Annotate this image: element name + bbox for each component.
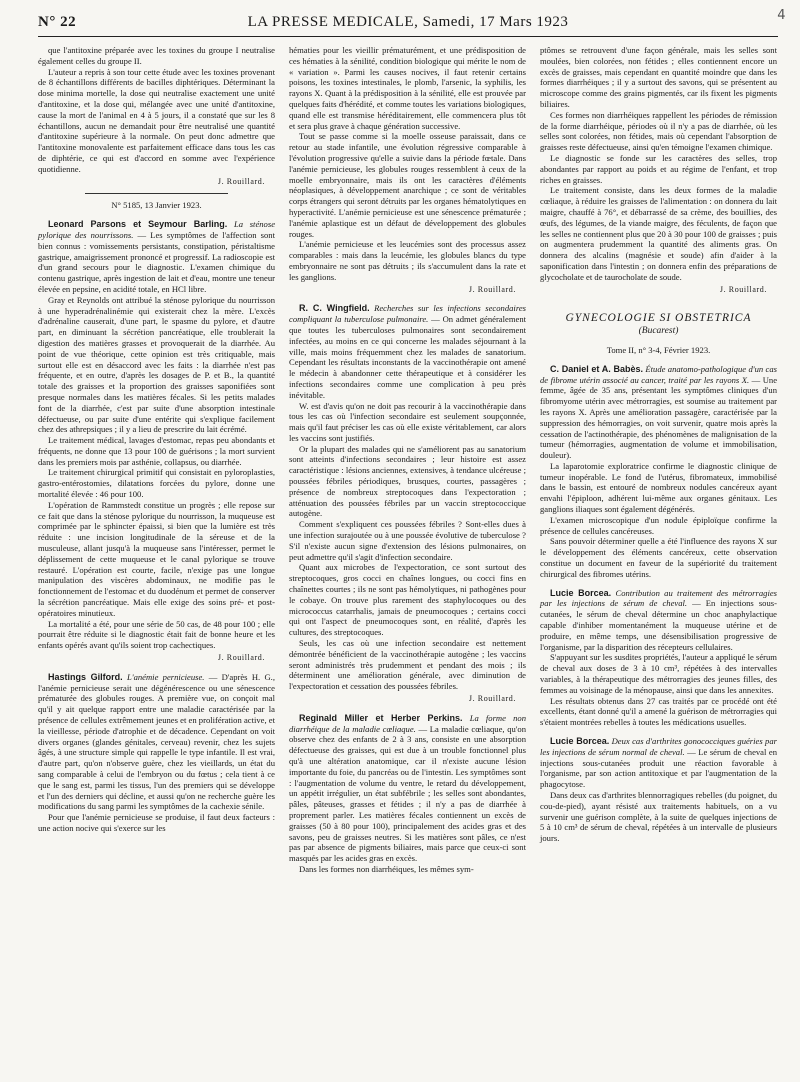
article-title: La forme non diarrhéique de la maladie cœliaque. bbox=[289, 712, 526, 734]
article-author: Lucie Borcea. bbox=[550, 587, 612, 598]
article-author: Hastings Gilford. bbox=[48, 671, 123, 682]
paragraph: que l'antitoxine préparée avec les toxines du groupe I neutralise également celles du groupe II. bbox=[38, 45, 275, 66]
page-header bbox=[38, 8, 786, 37]
column-2 bbox=[289, 45, 526, 875]
article-gilford bbox=[38, 672, 275, 812]
paragraph: Tout se passe comme si la moelle osseuse paraissait, dans ce retour au stade infantile, une évolution régressive comparable à l'évolution progressive qu'elle a suivie dans la période fœtale. Dans l'anémie pernicieuse, les globules rouges ressemblent à ceux de la moelle embryonnaire, mais ils ont les caractères d'éléments néoplasiques, à développement anarchique ; ce sont de véritables corps étrangers qui seront détruits par les organes hématolytiques en hyperactivité. L'anémie pernicieuse est une sénescence prématurée ; l'anémie aplastique est un défaut de développement des globules rouges. bbox=[289, 131, 526, 239]
article-title: La sténose pylorique des nourrissons. bbox=[38, 219, 276, 240]
paragraph: Quant aux microbes de l'expectoration, ce sont surtout des streptocoques, gros cocci en chaînes longues, ou cocci fins en chaînettes courtes ; ils ne sont pas hémolytiques, ni pathogènes pour le cobaye. On trouve plus rarement des staphylocoques ou des micrococcus catarrhalis, jamais de pneumocoques ; certains cocci qui ont l'aspect de pneumocoques sont, en réalité, d'après les cultures, des streptocoques. bbox=[289, 562, 526, 638]
paragraph: Dans les formes non diarrhéiques, les mêmes sym- bbox=[299, 863, 474, 874]
article-author: R. C. Wingfield. bbox=[299, 303, 370, 314]
article-text: — Le sérum de cheval en injections sous-cutanées produit une réaction favorable à l'organisme, par son action antitoxique et par l'augmentation de la phagocytose. bbox=[540, 746, 777, 790]
paragraph: Sans pouvoir déterminer quelle a été l'influence des rayons X sur le développement des éléments cancéreux, cette observation constitue un document en faveur de la supériorité du traitement chirurgical des fibromes utérins. bbox=[540, 536, 777, 579]
paragraph: Pour que l'anémie pernicieuse se produise, il faut deux facteurs : une action nocive qui s'exerce sur les bbox=[38, 812, 275, 833]
article-text: — La maladie cœliaque, qu'on observe chez des enfants de 2 à 3 ans, consiste en une absorption défectueuse des graisses, qui est due à un trouble fonctionnel plus qu'à une altération anatomique, car il n'existe aucune lésion importante du foie, du pancréas ou de l'intestin. Les symptômes sont : l'augmentation de volume du ventre, le retard du développement, un appétit irrégulier, un état subfébrile ; les selles sont abondantes, pâles, pâteuses, grasses et fétides ; il n'y a pas de diarrhée à proprement parler. Les matières fécales contiennent un excès de graisses (50 à 80 pour 100), principalement des acides gras et des savons, peu de graisses neutres. Si les matières sont pâles, ce n'est pas par absence de pigments biliaires, mais parce que ceux-ci sont masqués par les acides gras en excès. bbox=[289, 723, 526, 864]
article-text: — En injections sous-cutanées, le sérum de cheval détermine un choc anaphylactique capable d'inhiber momentanément la muqueuse utérine et de produire, en même temps, une désensibilisation progressive de l'organisme, par la disparition des récepteurs cellulaires. bbox=[540, 598, 777, 652]
paragraph: Le traitement médical, lavages d'estomac, repas peu abondants et fréquents, ne donne que 13 pour 100 de guérisons ; la mort survient dans les premiers mois par asthénie, collapsus, ou diarrhée. bbox=[38, 435, 275, 467]
article-text: — D'après H. G., l'anémie pernicieuse serait une dégénérescence ou une sénescence prématurée des globules rouges. A première vue, on conçoit mal qu'il y ait quelque rapport entre une maladie caractérisée par la présence de cellules extrêmement jeunes et en prolifération active, et la vieillesse, période d'atrophie et de décadence. Cependant on voit divers organes (glandes génitales, cerveau) revenir, chez les sujets âgés, à une structure simple qui rappelle le type infantile. Il est vrai, d'autre part, qu'on n'observe guère, chez les vieillards, un état du sang comparable à celui de l'embryon ou du fœtus ; cela tient à ce que le sang est, parmi les tissus, l'un des premiers qui se développe et l'un des derniers qui décline, et aussi qu'on ne recherche guère les modifications du sang parmi les symptômes de la cachexie sénile. bbox=[38, 671, 275, 812]
article-borcea-metrorragies bbox=[540, 588, 777, 653]
paragraph: S'appuyant sur les susdites propriétés, l'auteur a appliqué le sérum de cheval aux doses de 3 à 10 cm³, répétées à des intervalles variables, à la thérapeutique des métrorragies des jeunes filles, des femmes au voisinage de la ménopause, ainsi que dans les annexites. bbox=[540, 652, 777, 695]
article-text: — Les symptômes de l'affection sont bien connus : vomissements persistants, constipation, péristaltisme gastrique, amaigrissement prononcé et progressif. La radioscopie est d'un grand secours pour le diagnostic. L'examen chimique du contenu gastrique, après ingestion de lait et d'eau, montre une teneur élevée en pepsine, en acidité totale, en HCl libre. bbox=[38, 229, 275, 294]
page-mark: 4 bbox=[777, 8, 786, 23]
issue-number: N° 22 bbox=[38, 14, 77, 30]
paragraph: Les résultats obtenus dans 27 cas traités par ce procédé ont été excellents, étant donné qu'il a amené la guérison de métrorragies qui s'étaient montrées rebelles à toutes les médications usuelles. bbox=[540, 695, 777, 728]
paragraph: L'examen microscopique d'un nodule épiploïque confirme la présence de cellules cancéreuses. bbox=[540, 514, 777, 536]
article-text: — Une femme, âgée de 35 ans, présentant les symptômes cliniques d'un fibromyome utérin avec métrorragies, est soumise au traitement par les rayons X. Après une amélioration passagère, caractérisée par la suppression des hémorragies, on voit survenir, quatre mois après la cessation de l'actinothérapie, des phénomènes de malignisation de la tumeur (hémorragies, augmentation de volume et immobilisation, douleur). bbox=[540, 374, 778, 461]
paragraph: Dans deux cas d'arthrites blennorragiques rebelles (du poignet, du cou-de-pied), ayant résisté aux traitements habituels, on a vu survenir une guérison complète, à la suite de quelques injections de 5 à 10 cm³ de sérum de cheval, répétées à un intervalle de plusieurs jours. bbox=[540, 790, 777, 844]
paragraph: Comment s'expliquent ces poussées fébriles ? Sont-elles dues à une infection surajoutée ou à une poussée évolutive de tuberculose ? S'il n'existe aucun signe d'extension des lésions pulmonaires, on peut admettre qu'il s'agit d'infection secondaire. bbox=[289, 519, 526, 562]
column-1 bbox=[38, 45, 275, 875]
divider bbox=[85, 193, 227, 194]
article-title: Étude anatomo-pathologique d'un cas de fibrome utérin associé au cancer, traité par les rayons X. bbox=[540, 363, 777, 385]
journal-title: LA PRESSE MEDICALE, Samedi, 17 Mars 1923 bbox=[247, 14, 569, 30]
article-author: C. Daniel et A. Babès. bbox=[550, 363, 644, 374]
article-wingfield bbox=[289, 303, 526, 400]
article-miller-perkins bbox=[289, 713, 526, 864]
paragraph: L'auteur a repris à son tour cette étude avec les toxines provenant de 8 échantillons différents de bacilles diphtériques. Déterminant la dose minima mortelle, la dose qui neutralise exactement une unité d'antitoxine, et la dose qui, mélangée avec une unité d'antitoxine, cause la mort de l'animal en 4 à 5 jours, il a constaté que sur les 8 échantillons, aucun ne demandait pour être neutralisé une quantité d'antitoxine supérieure à la normale. On peut donc admettre que l'antitoxine monovalente est parfaitement efficace dans tous les cas de diphtérie, ce qui est d'accord en somme avec l'expérience quotidienne. bbox=[38, 66, 275, 174]
article-author: Lucie Borcea. bbox=[550, 736, 610, 747]
column-3 bbox=[540, 45, 777, 875]
issue-reference: N° 5185, 13 Janvier 1923. bbox=[111, 200, 202, 211]
section-title: GYNECOLOGIE SI OBSTETRICA bbox=[565, 312, 752, 325]
article-title: L'anémie pernicieuse. bbox=[126, 671, 205, 682]
signature: J. Rouillard. bbox=[719, 284, 767, 294]
article-title: Deux cas d'arthrites gonococciques guéries par les injections de sérum normal de cheval. bbox=[540, 736, 777, 757]
paragraph: Le traitement chirurgical primitif qui consistait en pyloroplasties, gastro-entérostomies, dilatations forcées du pylore, donne une mortalité élevée : 46 pour 100. bbox=[38, 467, 275, 500]
paragraph: La mortalité a été, pour une série de 50 cas, de 48 pour 100 ; elle pourrait être réduite si le diagnostic était fait de bonne heure et les enfants opérés avant qu'ils soient trop cachectiques. bbox=[38, 618, 275, 651]
signature: J. Rouillard. bbox=[217, 176, 265, 186]
article-author: Leonard Parsons et Seymour Barling. bbox=[48, 219, 228, 230]
article-title: Recherches sur les infections secondaires compliquant la tuberculose pulmonaire. bbox=[289, 303, 526, 325]
article-title: Contribution au traitement des métrorragies par les injections de sérum de cheval. bbox=[540, 587, 777, 609]
section-city: (Bucarest) bbox=[638, 326, 679, 337]
paragraph: ptômes se retrouvent d'une façon générale, mais les selles sont moulées, bien colorées, non fétides ; elles contiennent encore un excès de graisses, mais cependant en quantité moindre que dans les formes diarrhéiques ; il y a surtout des savons, qui se présentent au microscope comme des grains pigmentés, car ils fixent les pigments biliaires. bbox=[540, 45, 777, 109]
paragraph: Or la plupart des malades qui ne s'améliorent pas au sanatorium sont atteints d'infections secondaires ; leur histoire est assez caractéristique : lésions anciennes, extensives, à tendance ulcéreuse ; poussées fébriles périodiques, brusques, courtes, passagères ; présence de nombreux streptocoques dans l'expectoration ; atténuation des poussées fébriles par un vaccin streptococcique autogène. bbox=[289, 443, 526, 519]
paragraph: Ces formes non diarrhéiques rappellent les périodes de rémission de la forme diarrhéique, périodes où il n'y a pas de diarrhée, où les selles sont colorées, non fétides, mais où cependant l'absorption de graisses reste défectueuse, ainsi qu'en témoigne l'examen chimique. bbox=[540, 109, 777, 153]
issue-reference: Tome II, n° 3-4, Février 1923. bbox=[606, 344, 711, 355]
article-daniel-babes bbox=[540, 364, 777, 461]
article-borcea-arthrites bbox=[540, 736, 777, 790]
paragraph: L'anémie pernicieuse et les leucémies sont des processus assez comparables : mais dans la leucémie, les globules blancs du type embryonnaire ne sont pas détruits ; ils s'accumulent dans la rate et les ganglions. bbox=[289, 239, 526, 282]
paragraph: L'opération de Rammstedt constitue un progrès ; elle repose sur ce fait que dans la sténose pylorique du nourrisson, la muqueuse est comprimée par le sphincter épaissi, si bien que la lumière est très réduite : une incision longitudinale de la séreuse et de la musculeuse, allant jusqu'à la muqueuse sans l'intéresser, permet le déplissement de cette muqueuse et le canal pylorique se trouve restauré. L'opération est courte, facile, n'exige pas une longue manipulation des viscères abdominaux, ne modifie pas le fonctionnement de l'estomac et du duodénum et permet de conserver la sécrétion pancréatique. Mais elle exige des soins pré- et post-opératoires minutieux. bbox=[38, 499, 275, 618]
paragraph: hématies pour les vieillir prématurément, et une prédisposition de ces hématies à la sénilité, condition biologique qui mérite le nom de « variation ». Parmi les causes nocives, il faut retenir certains poisons, les toxines intestinales, le plomb, l'arsenic, la syphilis, les rayons X. Quant à la prédisposition à la sénilité, elle est prouvée par quelques faits d'hérédité, et comme toutes les variations biologiques, quand elle est transmise héréditairement, elle commencera plus tôt et sera plus grave à chaque génération successive. bbox=[289, 45, 526, 131]
article-author: Reginald Miller et Herber Perkins. bbox=[299, 712, 463, 723]
paragraph: La laparotomie exploratrice confirme le diagnostic clinique de tumeur inopérable. Le fond de l'utérus, fibromateux, immobilisé dans le bassin, est entouré de nombreux nodules cancéreux ayant envahi l'épiploon, adhérent lui-même aux organes génitaux. Les ganglions iliaques sont également dégénérés. bbox=[540, 460, 777, 515]
paragraph: Gray et Reynolds ont attribué la sténose pylorique du nourrisson à une hyperadrénalinémie qui existerait chez la mère. L'excès d'adrénaline causerait, d'une part, le spasme du pylore, et d'autre part, en diminuant la sécrétion pancréatique, elle troublerait la digestion des matières grasses et provoquerait de la diarrhée. Au point de vue théorique, cette opinion est très critiquable, mais surtout elle est en désaccord avec les faits : la diarrhée n'est pas fréquente, et en outre, d'après les dosages de P. et B., la quantité totale des graisses et la proportion des graisses saponifiées sont presque normales dans les matières fécales. Si les petits malades font de la diarrhée, c'est par suite d'une absorption intestinale défectueuse, ou par suite d'une entérite qui s'explique facilement chez des athrepsiques ; il y a lieu de prescrire du lait écrémé. bbox=[38, 294, 275, 435]
paragraph: Le diagnostic se fonde sur les caractères des selles, trop abondantes par rapport au poids et au régime de l'enfant, et trop riches en graisses. bbox=[540, 152, 777, 185]
article-text: — On admet généralement que toutes les tuberculoses pulmonaires sont secondairement infectées, au moins en ce qui concerne les malades séjournant à la ville, mais moins fréquemment chez les malades de sanatorium. Cependant les résultats inconstants de la vaccinothérapie ont amené le médecin à abandonner cette thérapeutique et à considérer les infections secondaires comme une complication à peu près inévitable. bbox=[289, 314, 527, 400]
paragraph: Le traitement consiste, dans les deux formes de la maladie cœliaque, à réduire les graisses de l'alimentation : on donnera du lait maigre, chauffé à 76°, et débarrassé de sa crème, des bouillies, des œufs, des légumes, de la viande maigre, des féculents, de façon que les selles ne contiennent plus que 20 à 30 pour 100 de graisses ; puis on augmentera prudemment la quantité des aliments gras. On donnera des alcalins (magnésie et soude) afin d'aider à la saponification dans l'intestin ; on donnera enfin des préparations de glycocholate et de taurocholate de soude. bbox=[540, 185, 777, 282]
columns bbox=[38, 45, 778, 875]
signature: J. Rouillard. bbox=[217, 653, 265, 663]
paragraph: Seuls, les cas où une infection secondaire est nettement démontrée bénéficient de la vaccinothérapie autogène ; les vaccins seront administrés très prudemment et pendant des mois ; ils déterminent une amélioration générale, avec diminution de l'expectoration et cessation des poussées fébriles. bbox=[289, 638, 526, 692]
signature: J. Rouillard. bbox=[468, 694, 516, 704]
paragraph: W. est d'avis qu'on ne doit pas recourir à la vaccinothérapie dans tous les cas où l'infection secondaire est seulement soupçonnée, mais qu'il faut préciser les cas où elle existe véritablement, car alors les vaccins sont justifiés. bbox=[289, 400, 526, 443]
signature: J. Rouillard. bbox=[468, 284, 516, 294]
article-parsons-barling bbox=[38, 219, 275, 295]
